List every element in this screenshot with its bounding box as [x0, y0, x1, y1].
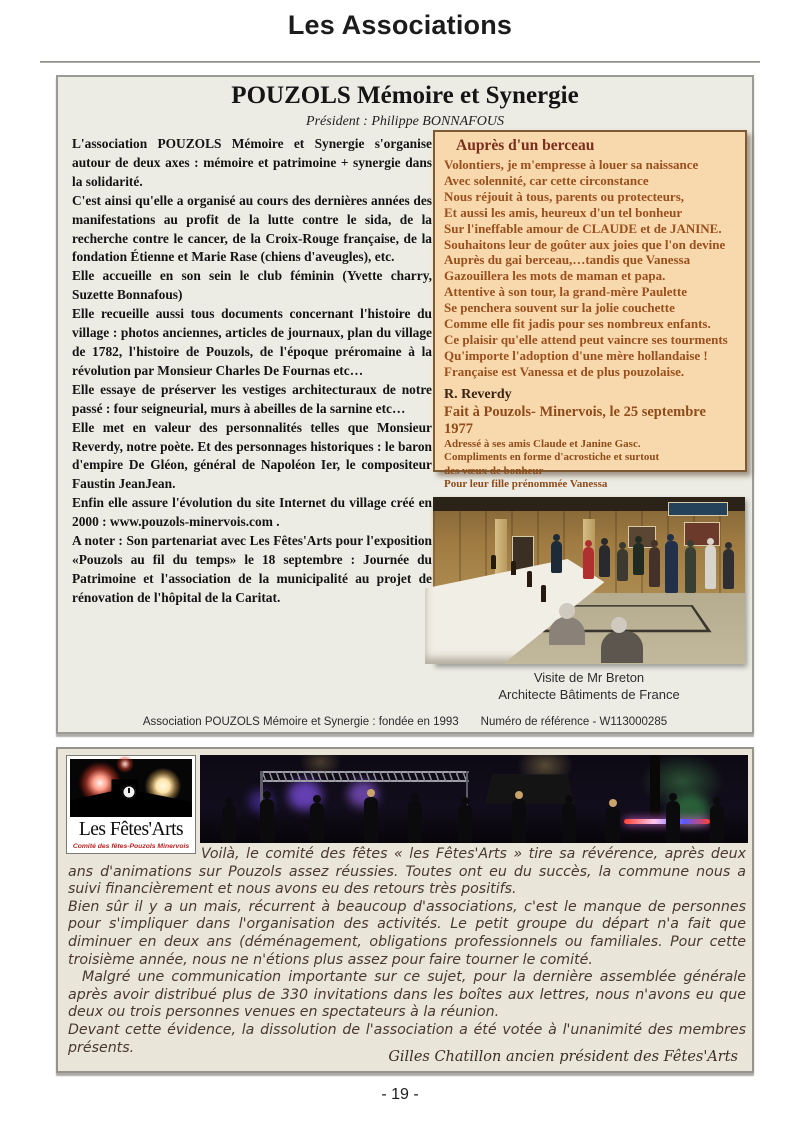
tree-trunk [650, 755, 660, 817]
logo-title: Les Fêtes'Arts [78, 819, 184, 840]
poem-box [433, 130, 747, 491]
fetes-arts-logo [66, 755, 196, 854]
clock-icon [122, 785, 136, 799]
poem-line: Avec solennité, car cette circonstance [444, 172, 649, 188]
fetes-paragraph: Bien sûr il y a un mais, récurrent à beaucoup d'associations, c'est le manque de personnes pour s'impliquer dans l'organisation des activités. Le petit groupe du départ n'a fait que diminuer en deux ans (déménagement, obligations professionnels ou familiales. Pour cette troisième année, nous ne n'étions plus assez pour faire tourner le comité. [68, 898, 746, 968]
association-reference: Numéro de référence - W113000285 [480, 716, 668, 728]
fireworks-clocktower-icon [70, 759, 192, 817]
logo-subtitle: Comité des fêtes-Pouzols Minervois [72, 843, 190, 850]
poem-dateline: Fait à Pouzols- Minervois, le 25 septembre 1977 [444, 403, 706, 437]
association-founded: Association POUZOLS Mémoire et Synergie : fondée en 1993 [142, 716, 459, 728]
poem-line: Souhaitons leur de goûter aux joies que l'on devine [444, 236, 726, 252]
poem-line: Gazouillera les mots de maman et papa. [444, 268, 666, 284]
poem-line: Et aussi les amis, heureux d'un tel bonheur [444, 204, 683, 220]
photo-caption-line2: Architecte Bâtiments de France [498, 687, 680, 702]
photo-person [685, 547, 696, 593]
poem-note: des vœux de bonheur [444, 464, 544, 477]
photo-caption-line1: Visite de Mr Breton [533, 670, 645, 685]
hall-photo [433, 497, 745, 664]
poem-line: Volontiers, je m'empresse à louer sa naissance [444, 157, 699, 172]
association-paragraph: Enfin elle assure l'évolution du site Internet du village créé en 2000 : www.pouzols-minervois.com . [72, 495, 432, 530]
tent-canopy [485, 774, 575, 804]
header-divider [40, 61, 760, 63]
poem-note: Adressé à ses amis Claude et Janine Gasc. [444, 437, 641, 450]
association-paragraph: Elle met en valeur des personnalités telles que Monsieur Reverdy, notre poète. Et des personnages historiques : le baron d'empire De Gléon, général de Napoléon Ier, le compositeur Faustin JeanJean. [72, 419, 432, 492]
photo-person [617, 549, 628, 581]
fetes-paragraph: Malgré une communication importante sur ce sujet, pour la dernière assemblée générale après avoir distribué plus de 330 invitations dans les boîtes aux lettres, nous n'avons eu que deux ou trois personnes venues en spectateurs à la réunion. [68, 969, 746, 1021]
association-paragraph: C'est ainsi qu'elle a organisé au cours des dernières années des manifestations au profit de la lutte contre le sida, de la recherche contre le cancer, de la Croix-Rouge française, de la fondation Étienne et Marie Rase (chiens d'aveugles), etc. [72, 192, 432, 265]
poem-line: Sur l'ineffable amour de CLAUDE et de JANINE. [444, 220, 722, 236]
association-footer [58, 716, 752, 728]
stage-truss [260, 771, 468, 782]
association-paragraph: L'association POUZOLS Mémoire et Synergie s'organise autour de deux axes : mémoire et patrimoine + synergie dans la solidarité. [72, 136, 432, 189]
page-number: - 19 - [381, 1086, 419, 1103]
fetes-arts-letter [68, 846, 746, 1057]
photo-person [599, 545, 610, 577]
association-paragraph: Elle accueille en son sein le club féminin (Yvette charry, Suzette Bonnafous) [72, 268, 432, 303]
night-party-photo [200, 755, 748, 843]
fetes-paragraph: Voilà, le comité des fêtes « les Fêtes'Arts » tire sa révérence, après deux ans d'animations sur Pouzols assez réussies. Toutes ont eu du succès, la commune nous a suivi financièrement et nous avons eu des retours très positifs. [68, 846, 746, 898]
photo-seated-person [549, 617, 585, 645]
photo-person [583, 547, 594, 579]
poem-line: Auprès du gai berceau,…tandis que Vanessa [444, 252, 691, 268]
signature: Gilles Chatillon ancien président des Fêtes'Arts [388, 1049, 738, 1065]
photo-seated-person [601, 631, 643, 663]
photo-person [723, 549, 734, 589]
poem-line: Attentive à son tour, la grand-mère Paulette [444, 284, 687, 300]
photo-person [551, 541, 562, 573]
association-title: POUZOLS Mémoire et Synergie [231, 82, 579, 109]
poem-line: Se penchera souvent sur la jolie couchette [444, 300, 675, 316]
poem-line: Nous réjouit à tous, parents ou protecteurs, [444, 188, 685, 204]
photo-caption [433, 669, 745, 703]
poem-line: Ce plaisir qu'elle attend peut vaincre ses tourments [444, 331, 728, 347]
photo-person [633, 543, 644, 575]
association-paragraph: A noter : Son partenariat avec Les Fêtes'Arts pour l'exposition «Pouzols au fil du temps» le 18 septembre : Journée du Patrimoine et l'association de la municipalité au projet de rénovation de l'hôpital de la Caritat. [72, 533, 432, 605]
photo-person [665, 541, 678, 593]
association-memoire-section [56, 75, 754, 734]
association-president: Président : Philippe BONNAFOUS [306, 114, 504, 129]
fetes-arts-section [56, 747, 754, 1073]
association-paragraph: Elle recueille aussi tous documents concernant l'histoire du village : photos anciennes, articles de journaux, plan du village de 1782, l'histoire de Pouzols, de l'époque préromaine à la révolution par Monsieur Charles De Fournas etc… [72, 306, 432, 378]
poem-note: Pour leur fille prénommée Vanessa [444, 478, 608, 491]
photo-person [649, 547, 660, 587]
page-title: Les Associations [287, 10, 513, 40]
poem-author: R. Reverdy [444, 386, 512, 402]
association-description [72, 135, 432, 608]
poem-note: Compliments en forme d'acrostiche et surtout [444, 451, 660, 464]
poem-title: Auprès d'un berceau [456, 137, 595, 154]
fetes-paragraph: Devant cette évidence, la dissolution de l'association a été votée à l'unanimité des membres présents. [68, 1021, 746, 1056]
poem-line: Française est Vanessa et de plus pouzolaise. [444, 363, 685, 379]
photo-person [705, 545, 716, 589]
poem-line: Comme elle fit jadis pour ses nombreux enfants. [444, 316, 711, 332]
association-paragraph: Elle essaye de préserver les vestiges architecturaux de notre passé : four seigneurial, murs à abeilles de la sarnine etc… [72, 381, 432, 416]
poem-line: Qu'importe l'adoption d'une mère hollandaise ! [444, 347, 708, 363]
